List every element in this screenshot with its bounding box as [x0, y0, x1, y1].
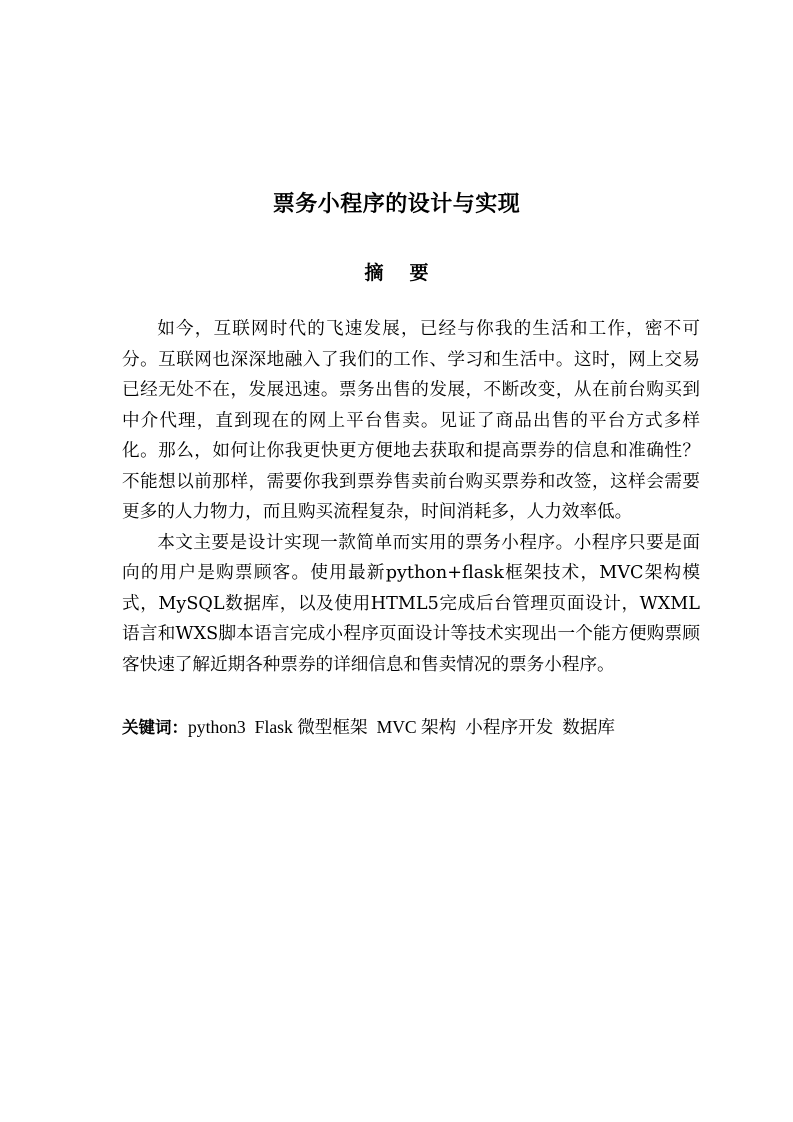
- abstract-heading: [0, 258, 793, 288]
- keyword-item: python3: [188, 717, 246, 737]
- abstract-paragraph-1: 如今，互联网时代的飞速发展，已经与你我的生活和工作，密不可分。互联网也深深地融入了我们的工作、学习和生活中。这时，网上交易已经无处不在，发展迅速。票务出售的发展，不断改变，从在前台购买到中介代理，直到现在的网上平台售卖。见证了商品出售的平台方式多样化。那么，如何让你我更快更方便地去获取和提高票券的信息和准确性？不能想以前那样，需要你我到票券售卖前台购买票券和改签，这样会需要更多的人力物力，而且购买流程复杂，时间消耗多，人力效率低。: [122, 319, 700, 522]
- keyword-item: 数据库: [562, 717, 616, 737]
- keyword-item: MVC 架构: [376, 717, 457, 737]
- keyword-item: Flask 微型框架: [254, 717, 368, 737]
- document-title: 票务小程序的设计与实现: [272, 192, 521, 217]
- keywords-line: [122, 712, 722, 743]
- abstract-heading-char-2: 要: [409, 262, 429, 284]
- keyword-item: 小程序开发: [465, 717, 554, 737]
- abstract-body: [122, 314, 700, 680]
- abstract-paragraph-2: 本文主要是设计实现一款简单而实用的票务小程序。小程序只要是面向的用户是购票顾客。使用最新python+flask框架技术，MVC架构模式，MySQL数据库，以及使用HTML5完成后台管理页面设计，WXML语言和WXS脚本语言完成小程序页面设计等技术实现出一个能方便购票顾客快速了解近期各种票券的详细信息和售卖情况的票务小程序。: [122, 532, 700, 675]
- abstract-heading-char-1: 摘: [364, 262, 384, 284]
- keywords-label: 关键词：: [122, 718, 188, 737]
